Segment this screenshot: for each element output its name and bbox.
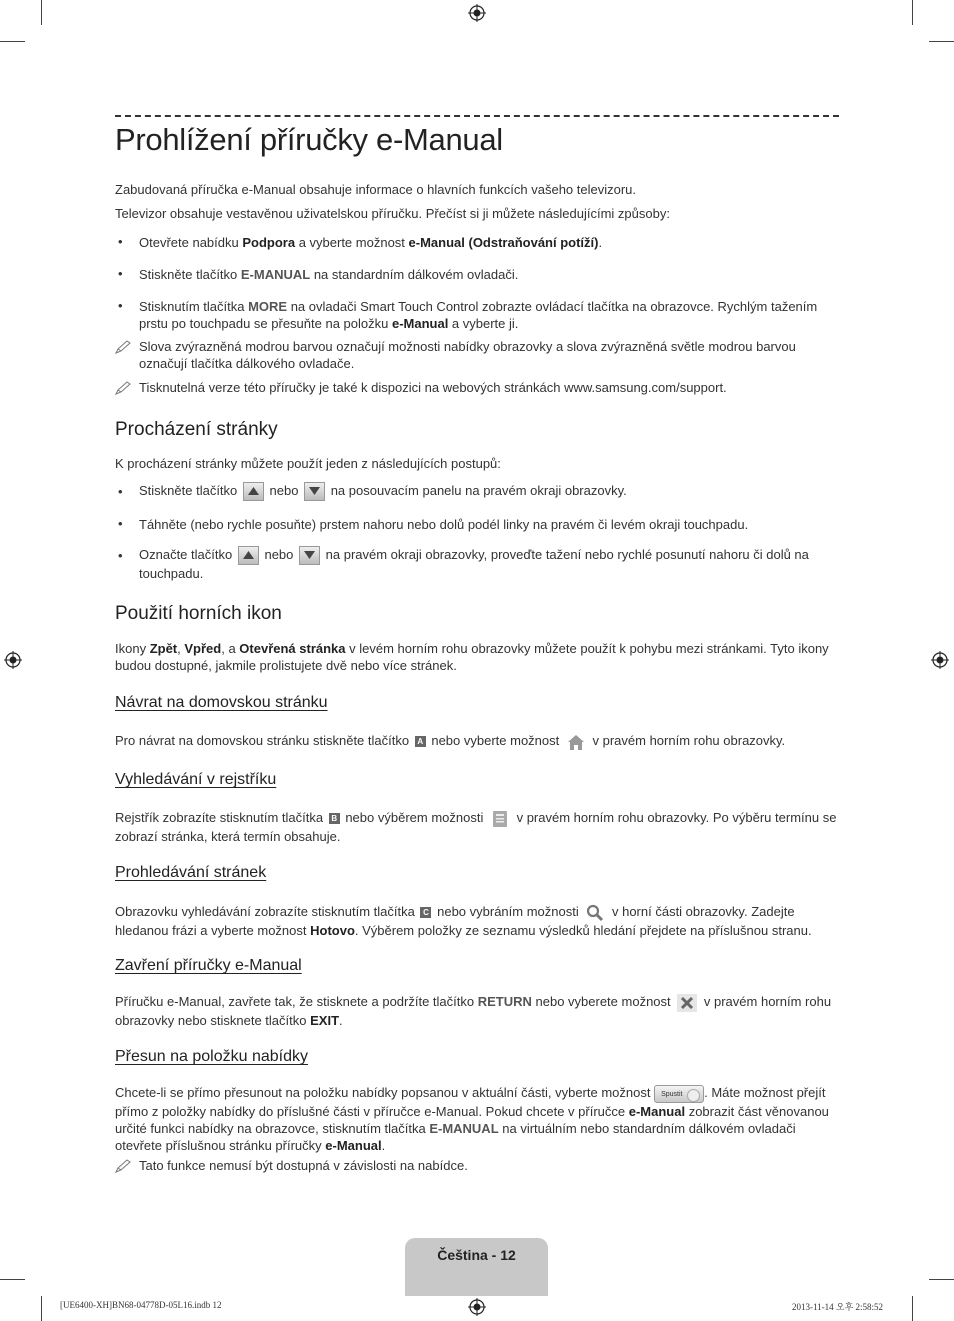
key-c-icon: C [420, 907, 431, 918]
note-text: Tato funkce nemusí být dostupná v závislosti na nabídce. [139, 1158, 468, 1173]
down-arrow-icon [304, 482, 325, 501]
pencil-note-icon [115, 340, 131, 354]
magnifier-icon [584, 904, 606, 922]
section-paragraph: Ikony Zpět, Vpřed, a Otevřená stránka v levém horním rohu obrazovky můžete použít k pohybu mezi stránkami. Tyto ikony budou dostupné, jakmile prolistujete dvě nebo více stránek. [115, 641, 829, 673]
bullet: • [118, 548, 123, 563]
intro-paragraph: Zabudovaná příručka e-Manual obsahuje informace o hlavních funkcích vašeho televizoru. [115, 182, 637, 197]
subsection-paragraph: Pro návrat na domovskou stránku stiskněte tlačítko A nebo vyberte možnost v pravém horním rohu obrazovky. [115, 732, 839, 751]
intro-paragraph: Televizor obsahuje vestavěnou uživatelskou příručku. Přečíst si ji můžete následujícími způsoby: [115, 206, 670, 221]
up-arrow-icon [238, 546, 259, 565]
bullet: • [118, 484, 123, 499]
list-item: Stiskněte tlačítko E-MANUAL na standardním dálkovém ovladači. [139, 267, 519, 282]
page-title: Prohlížení příručky e-Manual [115, 122, 503, 157]
page-number: Čeština - 12 [437, 1247, 516, 1263]
crop-mark [41, 1296, 42, 1321]
print-slug: [UE6400-XH]BN68-04778D-05L16.indb 12 [60, 1300, 222, 1310]
subsection-paragraph: Rejstřík zobrazíte stisknutím tlačítka B nebo výběrem možnosti v pravém horním rohu obrazovky. Po výběru termínu se zobrazí stránka, která termín obsahuje. [115, 810, 837, 844]
subsection-paragraph: Chcete-li se přímo přesunout na položku nabídky popsanou v aktuální části, vyberte možnost Spustit . Máte možnost přejít přímo z položky nabídky do příslušné části v příručce e-Manual. Pokud chcete v příručce e-Manual zobrazit část věnovanou určité funkci nabídky na obrazovce, stisknutím tlačítka E-MANUAL na virtuálním nebo standardním dálkovém ovladači otevřete příslušnou stránku příručky e-Manual. [115, 1085, 829, 1153]
pencil-note-icon [115, 1159, 131, 1173]
subsection-heading: Návrat na domovskou stránku [115, 694, 328, 711]
bullet: • [118, 516, 123, 531]
list-item: Označte tlačítko nebo na pravém okraji obrazovky, proveďte tažení nebo rychlé posunutí nahoru či dolů na touchpadu. [139, 547, 809, 582]
registration-mark-icon [931, 651, 949, 669]
key-a-icon: A [415, 736, 426, 747]
subsection-paragraph: Příručku e-Manual, zavřete tak, že stisknete a podržíte tlačítko RETURN nebo vyberete možnost v pravém horním rohu obrazovky nebo stisknete tlačítko EXIT. [115, 994, 832, 1028]
crop-mark [912, 1296, 913, 1321]
registration-mark-icon [468, 1298, 486, 1316]
list-item: Stisknutím tlačítka MORE na ovladači Smart Touch Control zobrazte ovládací tlačítka na obrazovce. Rychlým tažením prstu po touchpadu se přesuňte na položku e-Manual a vyberte ji. [139, 299, 818, 331]
list-item: Otevřete nabídku Podpora a vyberte možnost e-Manual (Odstraňování potíží). [139, 235, 603, 250]
spustit-button: Spustit [654, 1085, 704, 1103]
subsection-heading: Přesun na položku nabídky [115, 1048, 309, 1065]
section-heading: Použití horních ikon [115, 603, 282, 624]
subsection-heading: Prohledávání stránek [115, 864, 267, 881]
subsection-heading: Vyhledávání v rejstříku [115, 771, 277, 788]
pencil-note-icon [115, 381, 131, 395]
section-heading: Procházení stránky [115, 419, 278, 440]
index-icon [489, 810, 511, 828]
registration-mark-icon [4, 651, 22, 669]
crop-mark [929, 1279, 954, 1280]
close-x-icon [676, 994, 698, 1012]
down-arrow-icon [299, 546, 320, 565]
bullet: • [118, 234, 123, 249]
up-arrow-icon [243, 482, 264, 501]
note-text: Tisknutelná verze této příručky je také k dispozici na webových stránkách www.samsung.com/support. [139, 380, 727, 395]
home-icon [565, 733, 587, 751]
crop-mark [0, 41, 25, 42]
bullet: • [118, 298, 123, 313]
key-b-icon: B [329, 813, 340, 824]
title-rule [115, 115, 839, 117]
section-intro: K procházení stránky můžete použít jeden z následujících postupů: [115, 456, 501, 471]
subsection-paragraph: Obrazovku vyhledávání zobrazíte stisknutím tlačítka C nebo vybráním možnosti v horní části obrazovky. Zadejte hledanou frázi a vyberte možnost Hotovo. Výběrem položky ze seznamu výsledků hledání přejdete na příslušnou stranu. [115, 904, 812, 938]
print-timestamp: 2013-11-14 오후 2:58:52 [792, 1302, 884, 1312]
registration-mark-icon [468, 4, 486, 22]
crop-mark [0, 1279, 25, 1280]
crop-mark [929, 41, 954, 42]
crop-mark [41, 0, 42, 25]
crop-mark [912, 0, 913, 25]
list-item: Stiskněte tlačítko nebo na posouvacím panelu na pravém okraji obrazovky. [139, 482, 839, 501]
subsection-heading: Zavření příručky e-Manual [115, 957, 302, 974]
list-item: Táhněte (nebo rychle posuňte) prstem nahoru nebo dolů podél linky na pravém či levém okraji touchpadu. [139, 517, 749, 532]
bullet: • [118, 266, 123, 281]
note-text: Slova zvýrazněná modrou barvou označují možnosti nabídky obrazovky a slova zvýrazněná světle modrou barvou označují tlačítka dálkového ovladače. [139, 339, 796, 371]
